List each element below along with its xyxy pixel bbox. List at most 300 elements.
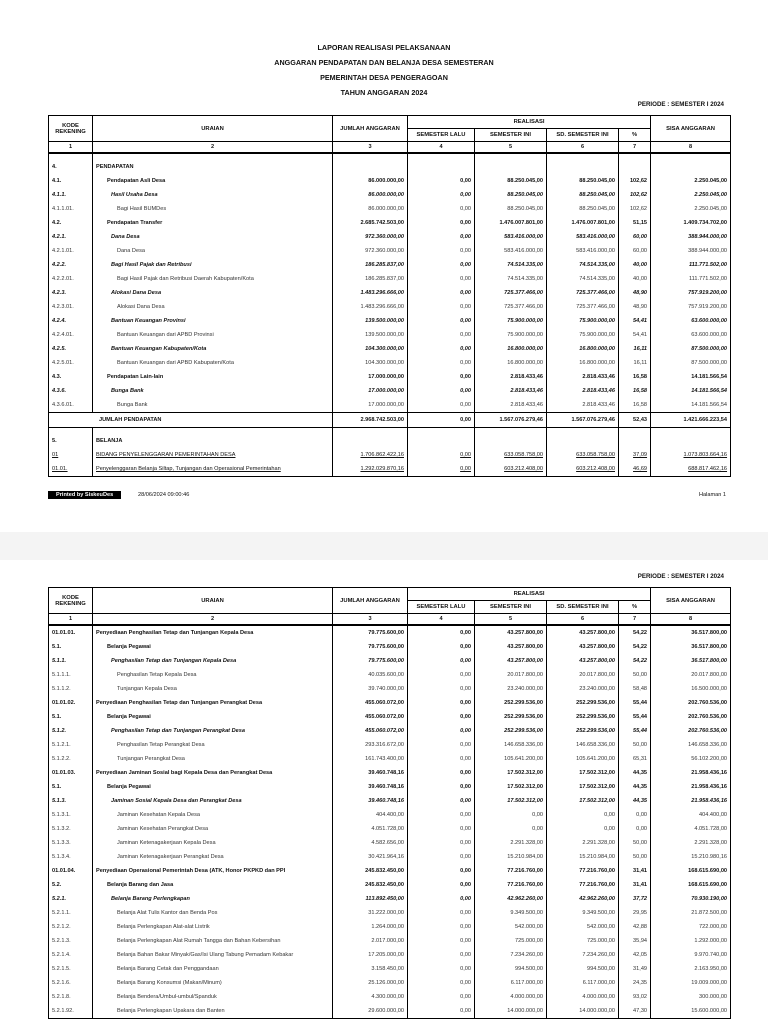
value-cell: [651, 654, 731, 668]
kode-cell: [49, 625, 93, 640]
kode-cell: [49, 384, 93, 398]
value-cell: [547, 258, 619, 272]
cell-text: 17.502.312,00: [507, 770, 543, 776]
cell-text: 5.1.1.1.: [52, 672, 71, 678]
value-cell: [408, 780, 475, 794]
cell-text: Penyediaan Penghasilan Tetap dan Tunjangan Kepala Desa: [96, 630, 254, 636]
cell-text: 17.502.312,00: [507, 798, 543, 804]
value-cell: [333, 766, 408, 780]
cell-text: 37,09: [633, 452, 648, 458]
value-cell: [547, 342, 619, 356]
cell-text: 4.2.1.01.: [52, 248, 74, 254]
value-cell: [475, 696, 547, 710]
cell-text: Bunga Bank: [111, 388, 144, 394]
value-cell: [651, 668, 731, 682]
cell-text: 39.460.748,16: [368, 784, 404, 790]
cell-text: 0,00: [460, 220, 471, 226]
cell-text: 17.502.312,00: [579, 770, 615, 776]
cell-text: 14.000.000,00: [507, 1008, 543, 1014]
uraian-cell: [93, 766, 333, 780]
col-number: 1: [49, 614, 93, 626]
value-cell: [547, 808, 619, 822]
report-village: PEMERINTAH DESA PENGERAGOAN: [320, 73, 448, 82]
value-cell: [619, 300, 651, 314]
cell-text: 43.257.800,00: [507, 644, 543, 650]
uraian-cell: [93, 906, 333, 920]
cell-text: 0,00: [460, 346, 471, 352]
cell-text: 50,00: [633, 840, 648, 846]
value-cell: [619, 920, 651, 934]
value-cell: [475, 434, 547, 448]
cell-text: 2.163.950,00: [694, 966, 728, 972]
cell-text: 0,00: [460, 630, 471, 636]
cell-text: 4.3.6.: [52, 388, 66, 394]
cell-text: 5.1.3.3.: [52, 840, 71, 846]
value-cell: [651, 286, 731, 300]
cell-text: 0,00: [460, 360, 471, 366]
cell-text: 16.800.000,00: [579, 360, 615, 366]
value-cell: [333, 962, 408, 976]
cell-text: Jaminan Ketenagakerjaan Kepala Desa: [117, 840, 216, 846]
cell-text: 1.483.296.666,00: [360, 290, 404, 296]
value-cell: [619, 160, 651, 174]
value-cell: [408, 314, 475, 328]
value-cell: [651, 962, 731, 976]
cell-text: 88.250.045,00: [507, 206, 543, 212]
table-row: [49, 342, 731, 356]
value-cell: [547, 794, 619, 808]
col-persen: %: [619, 601, 651, 614]
value-cell: [475, 906, 547, 920]
value-cell: [651, 752, 731, 766]
value-cell: [333, 398, 408, 413]
value-cell: [619, 244, 651, 258]
uraian-cell: [93, 668, 333, 682]
cell-text: 186.285.837,00: [365, 262, 404, 268]
value-cell: [651, 342, 731, 356]
table-row: [49, 822, 731, 836]
uraian-cell: [93, 398, 333, 413]
cell-text: 0,00: [460, 686, 471, 692]
value-cell: [475, 948, 547, 962]
table-row: [49, 272, 731, 286]
value-cell: [408, 654, 475, 668]
print-date: 28/06/2024 09:00:46: [138, 492, 190, 498]
cell-text: 77.216.760,00: [507, 882, 543, 888]
cell-text: 0,00: [460, 812, 471, 818]
value-cell: [547, 384, 619, 398]
cell-text: 31.222.000,00: [368, 910, 404, 916]
value-cell: [333, 808, 408, 822]
value-cell: [333, 462, 408, 477]
cell-text: 16,58: [633, 402, 648, 408]
kode-cell: [49, 766, 93, 780]
col-number: 6: [547, 614, 619, 626]
table-row: [49, 356, 731, 370]
cell-text: 252.299.536,00: [576, 714, 615, 720]
col-sisa: SISA ANGGARAN: [651, 588, 731, 614]
col-number: 2: [93, 614, 333, 626]
cell-text: 15.210.980,16: [691, 854, 728, 860]
cell-text: 1.567.076.279,46: [571, 417, 615, 423]
value-cell: [619, 398, 651, 413]
col-number: 1: [49, 142, 93, 154]
value-cell: [333, 920, 408, 934]
cell-text: 39.460.748,16: [368, 798, 404, 804]
cell-text: 404.400,00: [376, 812, 404, 818]
value-cell: [333, 850, 408, 864]
cell-text: 4.1.1.: [52, 192, 66, 198]
value-cell: [619, 752, 651, 766]
cell-text: 5.2.1.: [52, 896, 66, 902]
cell-text: 4.2.4.: [52, 318, 66, 324]
cell-text: Belanja Pegawai: [107, 644, 151, 650]
cell-text: 603.212.408,00: [504, 466, 543, 472]
uraian-cell: [93, 990, 333, 1004]
value-cell: [408, 258, 475, 272]
cell-text: 16.500.000,00: [691, 686, 728, 692]
value-cell: [651, 434, 731, 448]
cell-text: Penghasilan Tetap dan Tunjangan Perangkat Desa: [111, 728, 245, 734]
value-cell: [408, 794, 475, 808]
cell-text: 168.615.690,00: [688, 882, 728, 888]
table-row: [49, 780, 731, 794]
cell-text: 5.1.3.1.: [52, 812, 71, 818]
cell-text: 146.658.336,00: [576, 742, 615, 748]
cell-text: 39.740.000,00: [368, 686, 404, 692]
cell-text: 20.017.800,00: [691, 672, 728, 678]
value-cell: [547, 328, 619, 342]
table-header: [49, 588, 731, 626]
table-row: [49, 738, 731, 752]
cell-text: 63.600.000,00: [691, 332, 728, 338]
value-cell: [651, 370, 731, 384]
value-cell: [408, 766, 475, 780]
value-cell: [547, 668, 619, 682]
uraian-cell: [93, 794, 333, 808]
value-cell: [651, 328, 731, 342]
cell-text: 4.: [52, 164, 57, 170]
cell-text: 725.377.466,00: [504, 290, 543, 296]
cell-text: 1.292.029.870,16: [360, 466, 404, 472]
cell-text: 168.615.690,00: [688, 868, 728, 874]
cell-text: 725.000,00: [515, 938, 543, 944]
value-cell: [619, 948, 651, 962]
kode-cell: [49, 202, 93, 216]
cell-text: BIDANG PENYELENGGARAN PEMERINTAHAN DESA: [96, 452, 236, 458]
value-cell: [547, 434, 619, 448]
cell-text: 17.205.000,00: [368, 952, 404, 958]
value-cell: [651, 766, 731, 780]
total-value-cell: [408, 413, 475, 428]
value-cell: [547, 696, 619, 710]
cell-text: Belanja Bendera/Umbul-umbul/Spanduk: [117, 994, 217, 1000]
value-cell: [475, 314, 547, 328]
cell-text: 0,00: [460, 178, 471, 184]
cell-text: 0,00: [460, 402, 471, 408]
report-page-2: [0, 560, 768, 1024]
value-cell: [408, 850, 475, 864]
cell-text: 2.818.433,46: [510, 402, 543, 408]
cell-text: Belanja Bahan Bakar Minyak/Gas/Isi Ulang Tabung Pemadam Kebakar: [117, 952, 294, 958]
uraian-cell: [93, 962, 333, 976]
cell-text: 0,00: [460, 854, 471, 860]
cell-text: 54,22: [633, 644, 648, 650]
cell-text: 17.000.000,00: [368, 388, 404, 394]
uraian-cell: [93, 654, 333, 668]
cell-text: 2.291.328,00: [582, 840, 615, 846]
cell-text: Penyediaan Jaminan Sosial bagi Kepala Desa dan Perangkat Desa: [96, 770, 273, 776]
uraian-cell: [93, 160, 333, 174]
kode-cell: [49, 398, 93, 413]
value-cell: [547, 654, 619, 668]
cell-text: 60,00: [633, 234, 648, 240]
kode-cell: [49, 990, 93, 1004]
value-cell: [475, 258, 547, 272]
uraian-cell: [93, 976, 333, 990]
cell-text: 87.500.000,00: [691, 346, 728, 352]
value-cell: [408, 878, 475, 892]
value-cell: [333, 934, 408, 948]
value-cell: [408, 188, 475, 202]
page-number: Halaman 1: [698, 492, 726, 498]
uraian-cell: [93, 286, 333, 300]
printed-by-label: Printed by SiskeuDes: [48, 491, 121, 499]
value-cell: [333, 625, 408, 640]
total-value-cell: [547, 413, 619, 428]
value-cell: [475, 398, 547, 413]
cell-text: Bantuan Keuangan Provinsi: [111, 318, 186, 324]
col-semester-ini: SEMESTER INI: [475, 601, 547, 614]
col-number: 8: [651, 614, 731, 626]
cell-text: 5.1.: [52, 784, 62, 790]
cell-text: 4.000.000,00: [510, 994, 543, 1000]
cell-text: Dana Desa: [117, 248, 145, 254]
value-cell: [651, 878, 731, 892]
value-cell: [547, 174, 619, 188]
col-kode: KODE REKENING: [49, 588, 93, 614]
kode-cell: [49, 188, 93, 202]
cell-text: 113.892.450,00: [365, 896, 404, 902]
value-cell: [547, 752, 619, 766]
cell-text: 88.250.045,00: [579, 206, 615, 212]
value-cell: [619, 202, 651, 216]
cell-text: Jaminan Ketenagakerjaan Perangkat Desa: [117, 854, 224, 860]
value-cell: [547, 822, 619, 836]
table-row: [49, 640, 731, 654]
cell-text: 86.000.000,00: [368, 206, 404, 212]
cell-text: 725.000,00: [587, 938, 615, 944]
value-cell: [651, 462, 731, 477]
cell-text: 20.017.800,00: [507, 672, 543, 678]
table-row: [49, 188, 731, 202]
value-cell: [651, 906, 731, 920]
value-cell: [547, 1004, 619, 1019]
col-semester-lalu: SEMESTER LALU: [408, 601, 475, 614]
cell-text: 0,00: [460, 318, 471, 324]
value-cell: [619, 794, 651, 808]
table-row: [49, 892, 731, 906]
value-cell: [619, 976, 651, 990]
cell-text: 79.775.600,00: [368, 658, 404, 664]
cell-text: 88.250.045,00: [579, 178, 615, 184]
value-cell: [475, 625, 547, 640]
value-cell: [547, 948, 619, 962]
value-cell: [547, 934, 619, 948]
cell-text: Jaminan Kesehatan Kepala Desa: [117, 812, 201, 818]
uraian-cell: [93, 462, 333, 477]
value-cell: [408, 724, 475, 738]
cell-text: 19.009.000,00: [691, 980, 728, 986]
uraian-cell: [93, 314, 333, 328]
value-cell: [651, 244, 731, 258]
cell-text: 31,41: [633, 882, 648, 888]
kode-cell: [49, 258, 93, 272]
cell-text: 42,88: [633, 924, 648, 930]
cell-text: 01.01.01.: [52, 630, 76, 636]
value-cell: [651, 948, 731, 962]
cell-text: Hasil Usaha Desa: [111, 192, 158, 198]
cell-text: 0,00: [460, 784, 471, 790]
cell-text: 14.181.566,54: [691, 402, 728, 408]
value-cell: [475, 1004, 547, 1019]
cell-text: 74.514.335,00: [579, 262, 615, 268]
table-row: [49, 906, 731, 920]
value-cell: [547, 625, 619, 640]
kode-cell: [49, 1004, 93, 1019]
cell-text: 186.285.837,00: [365, 276, 404, 282]
value-cell: [547, 370, 619, 384]
uraian-cell: [93, 850, 333, 864]
col-jumlah: JUMLAH ANGGARAN: [333, 116, 408, 142]
value-cell: [408, 286, 475, 300]
value-cell: [619, 342, 651, 356]
cell-text: 725.377.466,00: [576, 304, 615, 310]
value-cell: [651, 384, 731, 398]
cell-text: 0,00: [532, 826, 543, 832]
value-cell: [333, 738, 408, 752]
cell-text: 88.250.045,00: [507, 178, 543, 184]
cell-text: 63.600.000,00: [691, 318, 728, 324]
cell-text: 0,00: [460, 192, 471, 198]
table-row: [49, 654, 731, 668]
value-cell: [547, 356, 619, 370]
cell-text: 5.1.2.1.: [52, 742, 71, 748]
table-row: [49, 244, 731, 258]
kode-cell: [49, 906, 93, 920]
value-cell: [651, 272, 731, 286]
value-cell: [333, 710, 408, 724]
cell-text: 77.216.760,00: [507, 868, 543, 874]
cell-text: Bantuan Keuangan dari APBD Provinsi: [117, 332, 214, 338]
value-cell: [333, 794, 408, 808]
value-cell: [651, 216, 731, 230]
cell-text: 5.1.2.: [52, 728, 66, 734]
kode-cell: [49, 738, 93, 752]
cell-text: 5.1.3.: [52, 798, 66, 804]
table-row: [49, 1004, 731, 1019]
value-cell: [408, 864, 475, 878]
col-sd-semester-ini: SD. SEMESTER INI: [547, 129, 619, 142]
value-cell: [333, 654, 408, 668]
table-row: [49, 990, 731, 1004]
cell-text: 583.416.000,00: [576, 234, 615, 240]
cell-text: 583.416.000,00: [504, 248, 543, 254]
value-cell: [619, 696, 651, 710]
cell-text: 5.2.1.4.: [52, 952, 71, 958]
cell-text: Penghasilan Tetap Perangkat Desa: [117, 742, 205, 748]
value-cell: [333, 906, 408, 920]
total-label-cell: [49, 413, 333, 428]
value-cell: [619, 314, 651, 328]
cell-text: 245.832.450,00: [365, 882, 404, 888]
value-cell: [475, 934, 547, 948]
table-row: [49, 625, 731, 640]
value-cell: [408, 448, 475, 462]
cell-text: 2.291.328,00: [694, 840, 728, 846]
cell-text: 0,00: [460, 466, 471, 472]
col-sisa: SISA ANGGARAN: [651, 116, 731, 142]
value-cell: [547, 272, 619, 286]
cell-text: Belanja Barang Cetak dan Penggandaan: [117, 966, 219, 972]
value-cell: [408, 696, 475, 710]
kode-cell: [49, 752, 93, 766]
cell-text: 74.514.335,00: [507, 262, 543, 268]
cell-text: 42,05: [633, 952, 648, 958]
report-table-1: [48, 115, 731, 477]
cell-text: 0,00: [532, 812, 543, 818]
value-cell: [547, 892, 619, 906]
cell-text: 252.299.536,00: [576, 700, 615, 706]
cell-text: 5.: [52, 438, 57, 444]
uraian-cell: [93, 328, 333, 342]
cell-text: 5.2.1.5.: [52, 966, 71, 972]
cell-text: Bantuan Keuangan dari APBD Kabupaten/Kota: [117, 360, 234, 366]
cell-text: 0,00: [604, 812, 615, 818]
kode-cell: [49, 934, 93, 948]
value-cell: [651, 822, 731, 836]
table-row: [49, 314, 731, 328]
cell-text: Belanja Perlengkapan Alat Rumah Tangga dan Bahan Kebersihan: [117, 938, 281, 944]
value-cell: [619, 822, 651, 836]
cell-text: 583.416.000,00: [504, 234, 543, 240]
value-cell: [651, 640, 731, 654]
value-cell: [333, 384, 408, 398]
cell-text: 39.460.748,16: [368, 770, 404, 776]
value-cell: [619, 230, 651, 244]
cell-text: 0,00: [460, 452, 471, 458]
cell-text: 1.292.000,00: [694, 938, 728, 944]
cell-text: 0,00: [460, 742, 471, 748]
cell-text: 0,00: [460, 728, 471, 734]
cell-text: 2.818.433,46: [510, 374, 543, 380]
report-titles: [0, 40, 768, 100]
cell-text: 30.421.964,16: [368, 854, 404, 860]
value-cell: [475, 920, 547, 934]
value-cell: [651, 864, 731, 878]
cell-text: 111.771.502,00: [688, 262, 728, 268]
value-cell: [547, 300, 619, 314]
value-cell: [619, 286, 651, 300]
value-cell: [408, 384, 475, 398]
cell-text: 50,00: [633, 672, 648, 678]
value-cell: [651, 934, 731, 948]
page-footer: [48, 491, 730, 501]
cell-text: 54,22: [633, 658, 648, 664]
col-realisasi: REALISASI: [408, 588, 651, 601]
cell-text: 4.1.: [52, 178, 62, 184]
cell-text: 87.500.000,00: [691, 360, 728, 366]
